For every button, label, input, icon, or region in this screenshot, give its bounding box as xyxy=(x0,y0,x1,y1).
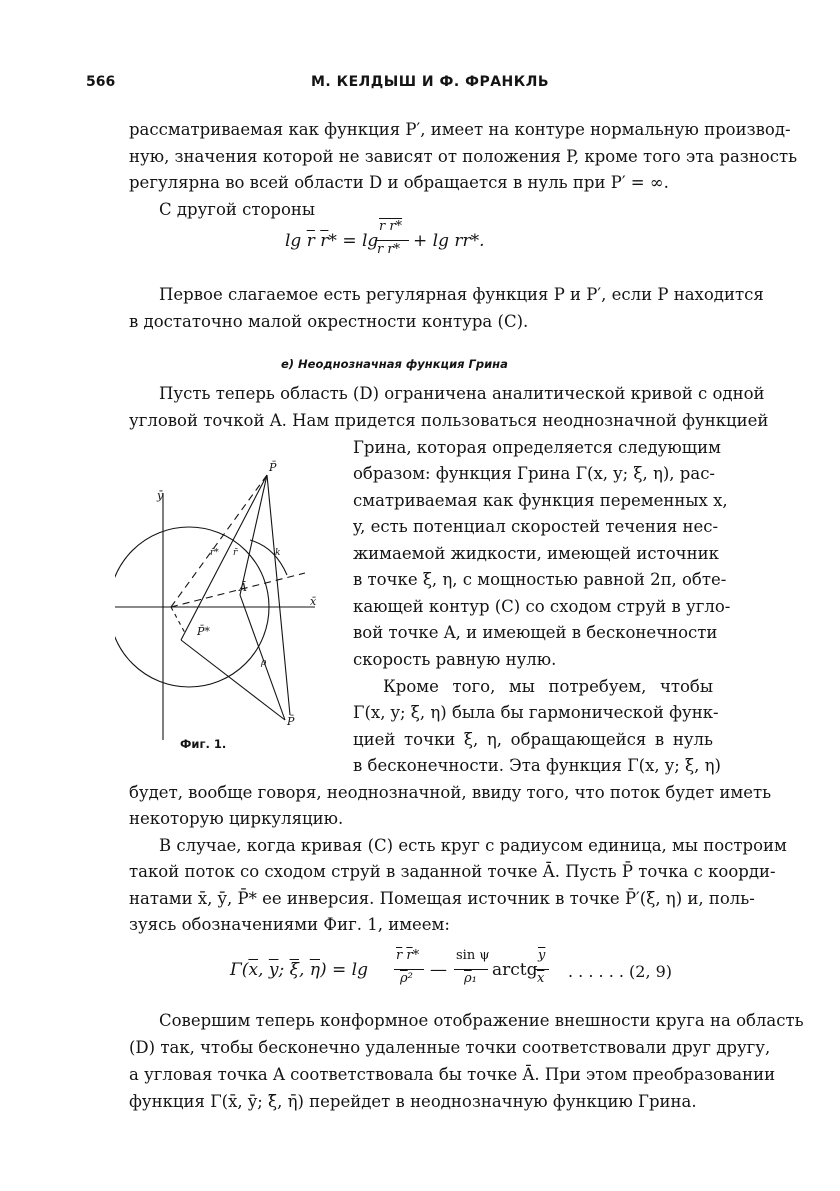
para7-line-3: а угловая точка A соответствовала бы точке Ā. При этом преобразовании xyxy=(129,1065,776,1084)
para5n-line-4: в бесконечности. Эта функция Γ(x, y; ξ, η) xyxy=(353,756,721,775)
para4-line-2: угловой точкой A. Нам придется пользоваться неоднозначной функцией xyxy=(129,411,769,430)
para1-line-2: ную, значения которой не зависят от положения P, кроме того эта разность xyxy=(129,147,798,166)
label-p-star: P̄* xyxy=(197,625,210,638)
line-p-pstar xyxy=(181,475,267,640)
para1-line-3: регулярна во всей области D и обращается в нуль при P′ = ∞. xyxy=(129,173,669,192)
label-a: Ā xyxy=(239,581,247,594)
arc-k xyxy=(250,540,287,575)
para7-line-1: Совершим теперь конформное отображение внешности круга на область xyxy=(159,1011,804,1030)
para4-line-1: Пусть теперь область (D) ограничена аналитической кривой с одной xyxy=(159,384,765,403)
para4n-line-9: скорость равную нулю. xyxy=(353,650,557,669)
para5n-line-2: Γ(x, y; ξ, η) была бы гармонической функ- xyxy=(353,703,719,722)
para4n-line-3: сматриваемая как функция переменных x, xyxy=(353,491,728,510)
para1-line-1: рассматриваемая как функция P′, имеет на контуре нормальную производ- xyxy=(129,120,791,139)
para5n-line-3: цией точки ξ, η, обращающейся в нуль xyxy=(353,730,713,749)
para3-line-2: в достаточно малой окрестности контура (C). xyxy=(129,312,529,331)
para4n-line-5: жимаемой жидкости, имеющей источник xyxy=(353,544,719,563)
label-r: r̄ xyxy=(233,548,238,558)
formula-2: $\Gamma(\overline{x}$, $\overline{y}$; $\overline{\xi}$, $\overline{\eta}) = \lg$ $\overline{r}$ $\overline{r}*$ $\overline{\rho}^2$ — sin ψ $\overline{\rho}_1$ arctg $\overline{y}$ $\overline{x}$ xyxy=(230,946,560,996)
figure-1-diagram xyxy=(115,455,345,745)
running-title: М. КЕЛДЫШ И Ф. ФРАНКЛЬ xyxy=(311,74,550,90)
para7-line-2: (D) так, чтобы бесконечно удаленные точки соответствовали друг другу, xyxy=(129,1038,771,1057)
page-number: 566 xyxy=(86,74,116,90)
para4n-line-6: в точке ξ, η, с мощностью равной 2π, обте- xyxy=(353,570,727,589)
label-rho: ρ xyxy=(261,658,267,668)
para2-text: С другой стороны xyxy=(159,200,316,219)
para4n-line-4: y, есть потенциал скоростей течения нес- xyxy=(353,517,719,536)
para4n-line-2: образом: функция Грина Γ(x, y; ξ, η), рас- xyxy=(353,464,716,483)
dashed-line xyxy=(171,573,305,607)
label-x: x̄ xyxy=(310,595,317,608)
label-p-bottom: P̄ xyxy=(287,715,295,728)
para6-line-2: такой поток со сходом струй в заданной точке Ā. Пусть P̄ точка с коорди- xyxy=(129,862,776,881)
para3-line-1: Первое слагаемое есть регулярная функция P и P′, если P находится xyxy=(159,285,764,304)
para4n-line-8: вой точке A, и имеющей в бесконечности xyxy=(353,623,718,642)
para5-line-2: некоторую циркуляцию. xyxy=(129,809,344,828)
para6-line-3: натами x̄, ȳ, P̄* ее инверсия. Помещая источник в точке P̄′(ξ, η) и, поль- xyxy=(129,889,755,908)
para4n-line-1: Грина, которая определяется следующим xyxy=(353,438,721,457)
para5n-line-1: Кроме того, мы потребуем, чтобы xyxy=(383,677,713,696)
label-p-top: P̄ xyxy=(269,461,277,474)
formula-2-number: . . . . . . (2, 9) xyxy=(568,962,673,981)
label-r-star: r̄* xyxy=(210,548,219,558)
dashed-short xyxy=(171,607,185,633)
para7-line-4: функция Γ(x̄, ȳ; ξ̄, η̄) перейдет в неоднозначную функцию Грина. xyxy=(129,1092,697,1111)
figure-caption: Фиг. 1. xyxy=(180,737,227,751)
section-title: e) Неоднозначная функция Грина xyxy=(281,357,508,371)
para4n-line-7: кающей контур (C) со сходом струй в угло- xyxy=(353,597,731,616)
line-pstar-pbar xyxy=(181,640,285,720)
formula-1: $\lg \overline{r}$ $\overline{r}* = \lg$ r r* r r* + lg rr*. xyxy=(285,219,485,257)
label-y: ȳ xyxy=(157,489,164,502)
para6-line-4: зуясь обозначениями Фиг. 1, имеем: xyxy=(129,915,450,934)
label-k: k xyxy=(275,548,281,558)
para6-line-1: В случае, когда кривая (C) есть круг с радиусом единица, мы построим xyxy=(159,836,787,855)
para5-line-1: будет, вообще говоря, неоднозначной, ввиду того, что поток будет иметь xyxy=(129,783,772,802)
